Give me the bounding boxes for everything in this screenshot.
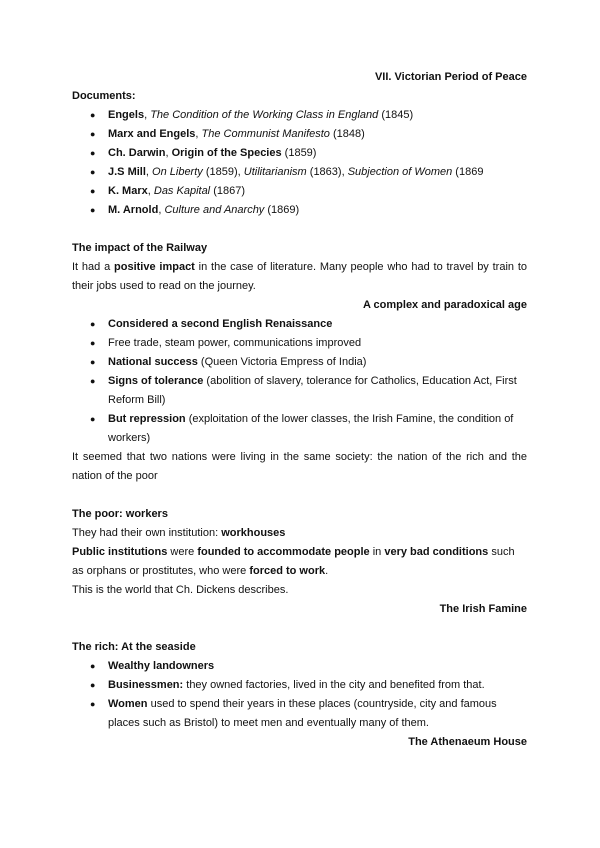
text-run: K. Marx <box>108 185 148 197</box>
text-run: Culture and Anarchy <box>164 204 265 216</box>
bullet-icon: ● <box>90 319 96 329</box>
list-item <box>72 163 527 182</box>
bullet-icon: ● <box>90 148 96 158</box>
bullet-icon: ● <box>90 338 96 348</box>
text-run: in <box>369 546 385 558</box>
list-item-text <box>108 337 361 349</box>
text-run: (exploitation of the lower classes, the Irish Famine, the condition of workers) <box>108 413 514 444</box>
list-item <box>72 657 527 676</box>
athenaeum-heading: The Athenaeum House <box>408 736 527 748</box>
text-run: (1863), <box>306 166 348 178</box>
section-title: VII. Victorian Period of Peace <box>374 71 527 83</box>
complex-age-heading: A complex and paradoxical age <box>362 299 527 311</box>
list-item-text <box>108 413 513 444</box>
text-run: National success <box>108 356 198 368</box>
list-item-text <box>108 698 497 729</box>
list-item <box>72 676 527 695</box>
list-item-text <box>108 204 299 216</box>
text-run: They had their own institution: <box>72 527 222 539</box>
list-item-text <box>108 147 316 159</box>
list-item <box>72 182 527 201</box>
bullet-icon: ● <box>90 205 96 215</box>
list-item <box>72 334 527 353</box>
text-run: Engels <box>108 109 145 121</box>
railway-text <box>72 258 527 296</box>
bullet-icon: ● <box>90 414 96 424</box>
text-run: , <box>158 204 165 216</box>
list-item <box>72 410 527 448</box>
text-run: Free trade, steam power, communications improved <box>108 337 362 349</box>
text-run: in the case of literature. Many people who had to travel by train to their jobs used to read on the journey. <box>72 261 527 292</box>
list-item <box>72 106 527 125</box>
irish-famine-heading: The Irish Famine <box>439 603 527 615</box>
railway-heading: The impact of the Railway <box>72 242 208 254</box>
text-run: such as orphans or prostitutes, who were <box>72 546 515 577</box>
text-run: Considered a second English Renaissance <box>108 318 333 330</box>
bullet-icon: ● <box>90 110 96 120</box>
text-run: they owned factories, lived in the city and benefited from that. <box>183 679 485 691</box>
text-run: M. Arnold <box>108 204 159 216</box>
list-item-text <box>108 318 332 330</box>
list-item <box>72 372 527 410</box>
text-run: , <box>165 147 172 159</box>
rich-list <box>72 657 527 733</box>
text-run: Utilitarianism <box>243 166 307 178</box>
text-run: Ch. Darwin <box>108 147 166 159</box>
text-run: forced to work <box>249 565 326 577</box>
text-run: Women <box>108 698 148 710</box>
bullet-icon: ● <box>90 167 96 177</box>
text-run: J.S Mill <box>108 166 146 178</box>
text-run: , <box>144 109 151 121</box>
list-item <box>72 353 527 372</box>
bullet-icon: ● <box>90 376 96 386</box>
text-run: (abolition of slavery, tolerance for Catholics, Education Act, First Reform Bill) <box>108 375 517 406</box>
text-run: (1859) <box>281 147 317 159</box>
text-run: Wealthy landowners <box>108 660 215 672</box>
text-run: (1845) <box>378 109 414 121</box>
document-page <box>72 68 527 752</box>
text-run: Origin of the Species <box>171 147 282 159</box>
list-item-text <box>108 679 485 691</box>
bullet-icon: ● <box>90 661 96 671</box>
text-run: , <box>147 185 154 197</box>
documents-heading: Documents: <box>72 90 136 102</box>
text-run: (1867) <box>210 185 245 197</box>
complex-age-list <box>72 315 527 448</box>
text-run: . <box>325 565 329 577</box>
text-run: The Condition of the Working Class in England <box>150 109 379 121</box>
list-item-text <box>108 109 413 121</box>
poor-line-3: This is the world that Ch. Dickens describes. <box>72 584 289 596</box>
text-run: used to spend their years in these places (countryside, city and famous places such as Bristol) to meet men and eventually many of them. <box>108 698 497 729</box>
text-run: Public institutions <box>72 546 168 558</box>
text-run: , <box>145 166 153 178</box>
bullet-icon: ● <box>90 699 96 709</box>
text-run: The Communist Manifesto <box>201 128 330 140</box>
text-run: (1848) <box>329 128 365 140</box>
text-run: (1859), <box>202 166 244 178</box>
text-run: (1869 <box>452 166 484 178</box>
list-item-text <box>108 128 365 140</box>
text-run: Subjection of Women <box>347 166 453 178</box>
text-run: very bad conditions <box>384 546 489 558</box>
text-run: were <box>167 546 198 558</box>
two-nations-text: It seemed that two nations were living in the same society: the nation of the rich and the nation of the poor <box>72 451 527 482</box>
bullet-icon: ● <box>90 186 96 196</box>
poor-line-2 <box>72 543 527 581</box>
text-run: founded to accommodate people <box>197 546 370 558</box>
text-run: Marx and Engels <box>108 128 196 140</box>
list-item-text <box>108 375 517 406</box>
text-run: It had a <box>72 261 115 273</box>
documents-list <box>72 106 527 220</box>
text-run: workhouses <box>221 527 286 539</box>
text-run: (1869) <box>264 204 300 216</box>
text-run: Das Kapital <box>153 185 211 197</box>
list-item <box>72 201 527 220</box>
list-item-text <box>108 356 366 368</box>
text-run: Businessmen: <box>108 679 184 691</box>
poor-line-1 <box>72 524 527 543</box>
text-run: Signs of tolerance <box>108 375 204 387</box>
list-item-text <box>108 166 483 178</box>
list-item-text <box>108 660 214 672</box>
text-run: , <box>195 128 202 140</box>
list-item <box>72 144 527 163</box>
text-run: On Liberty <box>152 166 203 178</box>
list-item <box>72 315 527 334</box>
rich-heading: The rich: At the seaside <box>72 641 196 653</box>
bullet-icon: ● <box>90 129 96 139</box>
poor-heading: The poor: workers <box>72 508 168 520</box>
bullet-icon: ● <box>90 357 96 367</box>
bullet-icon: ● <box>90 680 96 690</box>
text-run: (Queen Victoria Empress of India) <box>197 356 367 368</box>
list-item <box>72 695 527 733</box>
text-run: positive impact <box>114 261 195 273</box>
text-run: But repression <box>108 413 186 425</box>
list-item-text <box>108 185 245 197</box>
list-item <box>72 125 527 144</box>
